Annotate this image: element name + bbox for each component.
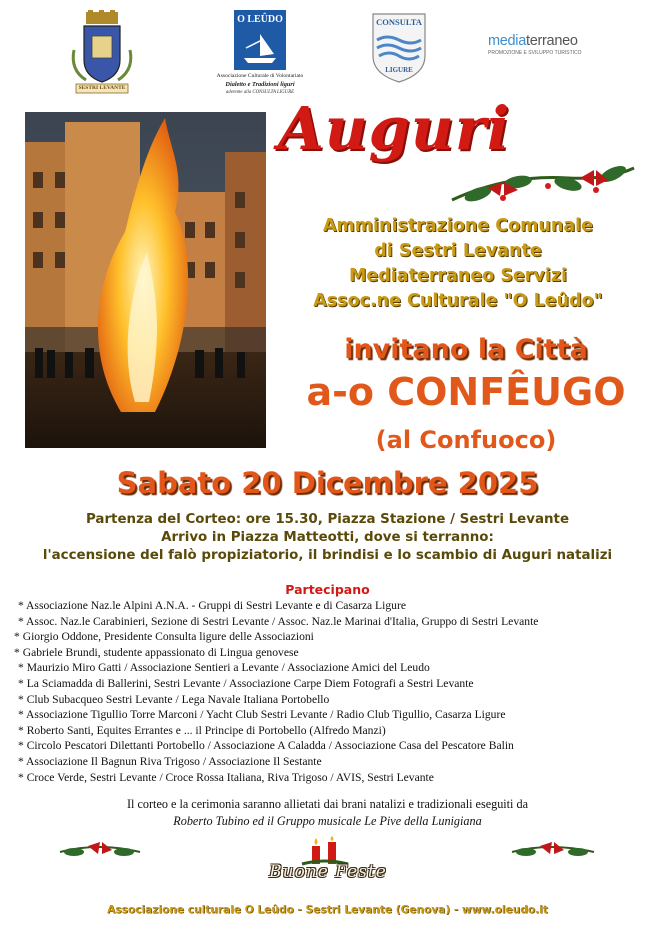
participant-item: * La Sciamadda di Ballerini, Sestri Levante / Associazione Carpe Diem Fotografi a Sestri Levante (18, 676, 474, 690)
oleudo-line2: Dialetto e Tradizioni liguri (225, 81, 295, 88)
holly-left-icon (58, 838, 142, 864)
detail-line-3: l'accensione del falò propiziatorio, il brindisi e lo scambio di Auguri natalizi (42, 548, 613, 563)
mediaterraneo-tagline: PROMOZIONE E SVILUPPO TURISTICO (488, 50, 582, 56)
mediaterraneo-logo (488, 33, 598, 61)
participant-item: * Maurizio Miro Gatti / Associazione Sentieri a Levante / Associazione Amici del Leudo (18, 661, 430, 675)
comune-caption: SESTRI LEVANTE (78, 85, 126, 91)
mediaterraneo-part2: terraneo (526, 33, 578, 49)
sailboat-icon (240, 28, 280, 68)
oleudo-line1: Associazione Culturale di Volontariato (216, 73, 304, 79)
oleudo-logo (204, 10, 316, 98)
event-name: a-o CONFÊUGO (306, 370, 626, 414)
buone-feste: Buone Feste (269, 862, 387, 882)
detail-line-1: Partenza del Corteo: ore 15.30, Piazza Stazione / Sestri Levante (85, 512, 570, 527)
footer: Associazione culturale O Leûdo - Sestri Levante (Genova) - www.oleudo.it (107, 904, 548, 916)
bonfire-photo (25, 112, 266, 448)
consulta-ligure-logo (371, 12, 427, 84)
organizer-line-1: Amministrazione Comunale (322, 216, 593, 236)
auguri-heading: Auguri (278, 94, 511, 163)
organizer-line-4: Assoc.ne Culturale "O Leûdo" (313, 291, 603, 311)
invite-line: invitano la Città (344, 334, 588, 365)
participant-item: * Associazione Tigullio Torre Marconi / Yacht Club Sestri Levante / Radio Club Tigullio, Casarza Ligure (18, 708, 506, 722)
holly-right-icon (510, 838, 596, 864)
participant-item: * Gabriele Brundi, studente appassionato di Lingua genovese (14, 645, 299, 659)
participant-item: * Associazione Il Bagnun Riva Trigoso / Associazione Il Sestante (18, 754, 322, 768)
holly-decoration-icon (448, 160, 638, 212)
organizer-line-3: Mediaterraneo Servizi (348, 266, 568, 286)
event-translation: (al Confuoco) (375, 426, 557, 454)
organizer-line-2: di Sestri Levante (374, 241, 542, 261)
participant-item: * Giorgio Oddone, Presidente Consulta ligure delle Associazioni (14, 630, 314, 644)
participant-item: * Roberto Santi, Equites Errantes e ... il Principe di Portobello (Alfredo Manzi) (18, 723, 386, 737)
oleudo-name: O LEÛDO (237, 14, 283, 25)
mediaterraneo-part1: media (488, 33, 526, 49)
detail-line-2: Arrivo in Piazza Matteotti, dove si terranno: (161, 530, 494, 545)
comune-crest-logo (66, 10, 138, 96)
participants-title: Partecipano (285, 582, 370, 597)
closing-line-1: Il corteo e la cerimonia saranno allietati dai brani natalizi e tradizionali eseguiti da (127, 797, 528, 811)
oleudo-line3: aderente alla CONSULTA LIGURE (225, 90, 295, 95)
participant-item: * Associazione Naz.le Alpini A.N.A. - Gruppi di Sestri Levante e di Casarza Ligure (18, 599, 406, 612)
consulta-top: CONSULTA (376, 17, 422, 27)
consulta-bottom: LIGURE (385, 66, 413, 74)
participants-list (14, 598, 644, 785)
event-date: Sabato 20 Dicembre 2025 (116, 466, 539, 500)
participant-item: * Circolo Pescatori Dilettanti Portobello / Associazione A Caladda / Associazione Casa del Pescatore Balin (18, 739, 514, 753)
participant-item: * Croce Verde, Sestri Levante / Croce Rossa Italiana, Riva Trigoso / AVIS, Sestri Levante (18, 770, 434, 784)
closing-line-2: Roberto Tubino ed il Gruppo musicale Le Pive della Lunigiana (173, 814, 482, 828)
participant-item: * Assoc. Naz.le Carabinieri, Sezione di Sestri Levante / Assoc. Naz.le Marinai d'Italia, Gruppo di Sestri Levante (18, 614, 539, 628)
participant-item: * Club Subacqueo Sestri Levante / Lega Navale Italiana Portobello (18, 692, 330, 706)
